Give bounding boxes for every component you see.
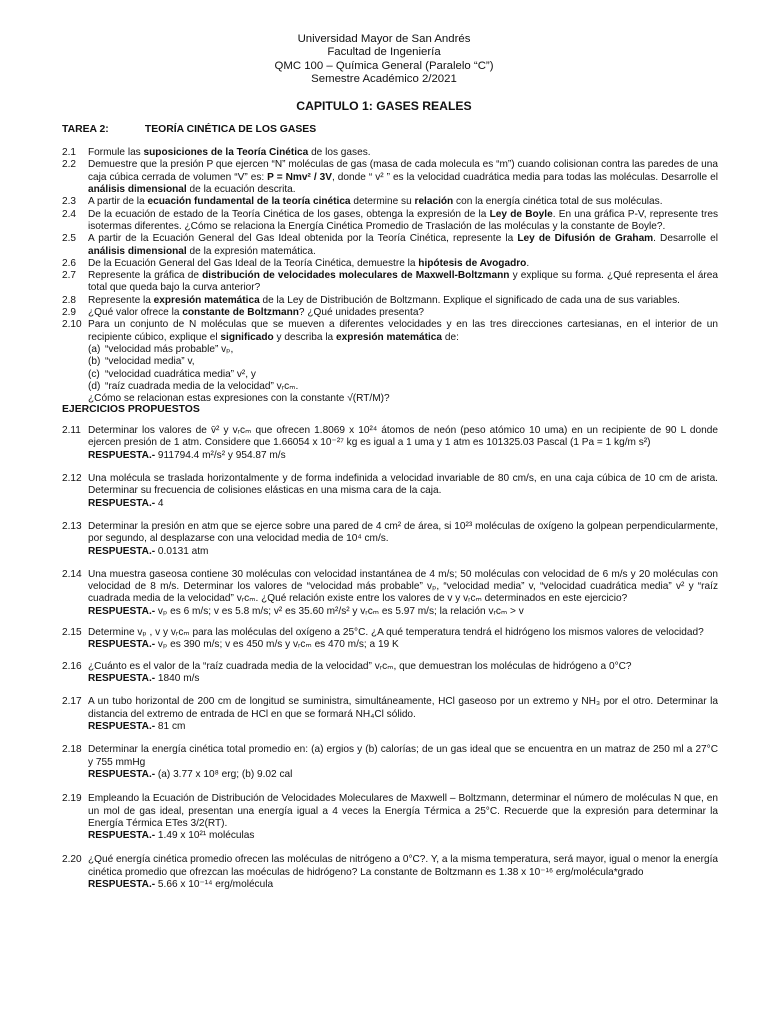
exercise-item [62,854,718,891]
chapter-title: CAPITULO 1: GASES REALES [296,99,472,113]
exercise-number: 2.16 [62,660,82,672]
exercise-item [62,793,718,842]
question-sublist [88,344,718,406]
faculty-name: Facultad de Ingeniería [327,46,441,59]
question-fragment: ¿Qué valor ofrece la [88,307,183,319]
exercise-number: 2.20 [62,854,82,866]
sublist-text: “velocidad más probable” vₚ, [105,344,234,355]
question-emphasis: Ley de Difusión de Graham [517,233,654,245]
answer-value: vₚ es 6 m/s; v es 5.8 m/s; v² es 35.60 m²/s² y vᵣcₘ es 5.97 m/s; la relación vᵣcₘ > v [155,605,524,617]
exercise-answer [88,546,718,558]
question-item [62,233,718,258]
sublist-label: (c) [88,368,100,380]
sublist-item [88,356,718,368]
question-emphasis: P = Nmv² / 3V [267,171,332,183]
question-fragment: Represente la [88,294,154,306]
question-fragment: de la Ley de Distribución de Boltzmann. Explique el significado de cada una de sus variables. [259,294,680,306]
exercise-answer [88,769,718,781]
exercise-item [62,425,718,462]
question-fragment: A partir de la [88,196,148,208]
question-emphasis: hipótesis de Avogadro [418,257,527,269]
question-fragment: De la ecuación de estado de la Teoría Cinética de los gases, obtenga la expresión de la [88,208,490,220]
answer-value: (a) 3.77 x 10⁸ erg; (b) 9.02 cal [155,768,293,780]
question-emphasis: significado [220,331,274,343]
question-fragment: . En una gráfica P-V, represente tres isotermas diferentes. ¿Cómo se relaciona la Energía Cinética Promedio de Traslación de las moléculas y la constante de Boyle?. [88,208,718,232]
answer-label: RESPUESTA.- [88,497,156,509]
exercise-number: 2.12 [62,472,82,484]
sublist-text: “raíz cuadrada media de la velocidad” vᵣcₘ. [105,380,299,392]
exercise-item [62,521,718,558]
question-number: 2.6 [62,257,77,269]
exercise-text: Determinar los valores de v̄² y vᵣcₘ que ofrecen 1.8069 x 10²⁴ átomos de neón (peso atómico 10 uma) en un recipiente de 90 L donde ejercen presión de 1 atm. Considere que 1.66054 x 10⁻²⁷ kg es igual a 1 uma y 1 atm es 101325.03 Pascal (1 Pa = 1 kg/m s²) [88,425,718,449]
question-fragment: y explique su forma. ¿Qué representa el área total que queda bajo la curva anterior? [88,270,718,294]
answer-value: vₚ es 390 m/s; v es 450 m/s y vᵣcₘ es 470 m/s; a 19 K [155,639,399,651]
assignment-number: TAREA 2: [62,124,109,135]
exercise-item [62,744,718,781]
question-number: 2.4 [62,208,77,220]
sublist-label: (a) [88,344,101,355]
sublist-label: (d) [88,380,101,392]
question-text [88,196,718,208]
exercise-answer [88,639,718,651]
exercise-number: 2.19 [62,793,82,805]
question-text [88,319,718,344]
question-item [62,307,718,319]
answer-label: RESPUESTA.- [88,605,156,617]
question-fragment: y describa la [273,331,336,343]
answer-label: RESPUESTA.- [88,768,156,780]
exercise-number: 2.14 [62,568,82,580]
question-number: 2.7 [62,270,77,282]
question-emphasis: Ley de Boyle [489,208,553,220]
exercise-text: Determine vₚ , v y vᵣcₘ para las moléculas del oxígeno a 25°C. ¿A qué temperatura tendrá el hidrógeno los mismos valores de velocidad? [88,627,704,639]
exercise-text: Una muestra gaseosa contiene 30 moléculas con velocidad instantánea de 4 m/s; 50 moléculas con velocidad de 6 m/s y 20 moléculas con velocidad de 8 m/s. Determinar los valores de “velocidad más probable” vₚ, “velocidad media” v, “velocidad cuadrática media” v² y “raíz cuadrada media de la velocidad” vᵣcₘ. ¿Qué relación existe entre los valores de v y vᵣcₘ determinados en este ejercicio? [88,568,718,605]
question-number: 2.1 [62,147,77,158]
question-fragment: . Desarrolle el [653,233,718,245]
answer-value: 0.0131 atm [155,545,209,557]
exercise-item [62,696,718,733]
sublist-question: ¿Cómo se relacionan estas expresiones con la constante √(RT/M)? [88,393,390,405]
answer-label: RESPUESTA.- [88,720,156,732]
question-item [62,159,718,196]
exercise-number: 2.17 [62,696,82,708]
question-number: 2.5 [62,233,77,245]
sublist-item [88,344,718,356]
sublist-item [88,381,718,393]
question-emphasis: suposiciones de la Teoría Cinética [143,147,309,158]
question-item [62,270,718,295]
exercise-text: Una molécula se traslada horizontalmente y de forma indefinida a velocidad invariable de 80 cm/s, en una caja cúbica de 10 cm de arista. Determinar su frecuencia de colisiones elásticas en una misma cara de la caja. [88,472,718,497]
question-fragment: con la energía cinética total de sus moléculas. [453,196,663,208]
question-emphasis: ecuación fundamental de la teoría cinética [147,196,351,208]
question-fragment: Represente la gráfica de [88,270,203,282]
question-emphasis: análisis dimensional [88,245,187,257]
question-emphasis: análisis dimensional [88,183,187,195]
question-text [88,159,718,196]
exercise-answer [88,450,718,462]
question-item [62,196,718,208]
question-emphasis: expresión matemática [153,294,260,306]
exercise-text: Determinar la presión en atm que se ejerce sobre una pared de 4 cm² de área, si 10²³ moléculas de oxígeno la golpean perpendicularmente, por segundo, al desplazarse con una velocidad media de 10⁴ cm/s. [88,520,718,545]
question-emphasis: relación [414,196,454,208]
assignment-title: TEORÍA CINÉTICA DE LOS GASES [144,124,317,135]
exercise-text: Determinar la energía cinética total promedio en: (a) ergios y (b) calorías; de un gas ideal que se encuentra en un matraz de 250 ml a 27°C y 755 mmHg [88,744,718,768]
question-fragment: determine su [350,196,415,208]
exercise-answer [88,830,718,842]
question-item [62,295,718,307]
university-name: Universidad Mayor de San Andrés [297,33,471,45]
question-item [62,147,718,159]
answer-value: 5.66 x 10⁻¹⁴ erg/molécula [155,879,274,891]
exercise-item [62,627,718,652]
question-fragment: Para un conjunto de N moléculas que se mueven a diferentes velocidades y en las tres direcciones cartesianas, en el interior de un recipiente cúbico, explique el [88,319,718,343]
sublist-text: “velocidad cuadrática media” v², y [105,368,256,380]
exercise-number: 2.18 [62,744,82,756]
question-text [88,258,718,270]
exercise-text: ¿Cuánto es el valor de la “raíz cuadrada media de la velocidad” vᵣcₘ, que demuestran los moléculas de hidrógeno a 0°C? [88,660,632,672]
answer-value: 81 cm [155,720,186,732]
answer-label: RESPUESTA.- [88,673,156,684]
assignment-heading [62,124,316,137]
question-fragment: Demuestre que la presión P que ejercen “N” moléculas de gas (masa de cada molecula es “m”) cuando colisionan contra las paredes de una caja cúbica cerrada de volumen “V” es: [88,159,718,183]
question-fragment: , donde “ v² ” es la velocidad cuadrática media para todas las moléculas. Desarrolle el [331,171,718,183]
exercise-text: A un tubo horizontal de 200 cm de longitud se suministra, simultáneamente, HCl gaseoso por un extremo y NH₃ por el otro. Determinar la distancia del extremo de entrada de HCl en que se formará NH₄Cl sólido. [88,696,718,720]
answer-label: RESPUESTA.- [88,879,156,891]
sublist-item [88,369,718,381]
exercises-heading: EJERCICIOS PROPUESTOS [62,404,200,415]
answer-label: RESPUESTA.- [88,830,156,842]
question-emphasis: constante de Boltzmann [182,307,299,319]
exercise-item [62,661,718,686]
exercise-number: 2.11 [62,425,81,436]
exercise-answer [88,879,718,891]
question-emphasis: distribución de velocidades moleculares de Maxwell-Boltzmann [202,270,510,282]
exercise-item [62,473,718,510]
question-item [62,319,718,405]
answer-value: 1.49 x 10²¹ moléculas [155,830,255,842]
question-number: 2.10 [62,319,82,331]
question-emphasis: expresión matemática [335,331,443,343]
exercise-item [62,569,718,618]
question-fragment: de: [442,331,459,343]
question-number: 2.9 [62,307,77,319]
question-item [62,209,718,234]
question-fragment: de la ecuación descrita. [186,183,296,195]
question-fragment: . [526,257,530,269]
exercise-number: 2.15 [62,627,82,639]
exercise-answer [88,606,718,618]
semester: Semestre Académico 2/2021 [311,73,457,86]
question-text [88,307,718,319]
question-text [88,233,718,258]
answer-value: 4 [155,497,164,509]
sublist-label: (b) [88,356,101,368]
question-fragment: ? ¿Qué unidades presenta? [298,307,425,319]
exercise-answer [88,721,718,733]
exercise-text: ¿Qué energía cinética promedio ofrecen las moléculas de nitrógeno a 0°C?. Y, a la misma temperatura, será mayor, igual o menor la energía cinética promedio que ofrezcan las moéculas de hidrógeno? La constante de Boltzmann es 1.38 x 10⁻¹⁶ erg/molécula*grado [88,854,718,878]
question-fragment: De la Ecuación General del Gas Ideal de la Teoría Cinética, demuestre la [88,257,419,269]
sublist-text: “velocidad media” v, [105,356,195,368]
answer-label: RESPUESTA.- [88,449,156,461]
answer-label: RESPUESTA.- [88,639,156,651]
question-number: 2.3 [62,196,77,208]
question-item [62,258,718,270]
question-fragment: A partir de la Ecuación General del Gas Ideal obtenida por la Teoría Cinética, represente la [88,233,518,245]
exercise-answer [88,498,718,510]
document-header [0,33,768,86]
question-number: 2.2 [62,159,77,171]
question-fragment: Formule las [88,147,144,158]
answer-value: 911794.4 m²/s² y 954.87 m/s [155,449,286,461]
question-number: 2.8 [62,294,77,306]
question-text [88,295,718,307]
question-text [88,147,718,159]
answer-label: RESPUESTA.- [88,545,156,557]
question-text [88,209,718,234]
exercises-list [62,425,718,891]
question-fragment: de los gases. [308,147,371,158]
exercise-number: 2.13 [62,520,82,532]
exercise-answer [88,673,718,685]
question-text [88,270,718,295]
exercise-text: Empleando la Ecuación de Distribución de Velocidades Moleculares de Maxwell – Boltzmann, determinar el número de moléculas N que, en un mol de gas ideal, presentan una energía igual a 4 veces la Energía Térmica a 25°C. Recuerde que la expresión para determinar la Energía Térmica ETes 3/2(RT). [88,793,718,829]
question-fragment: de la expresión matemática. [186,245,316,257]
theory-questions [62,147,718,406]
course-name: QMC 100 – Química General (Paralelo “C”) [274,59,494,72]
answer-value: 1840 m/s [155,673,200,684]
